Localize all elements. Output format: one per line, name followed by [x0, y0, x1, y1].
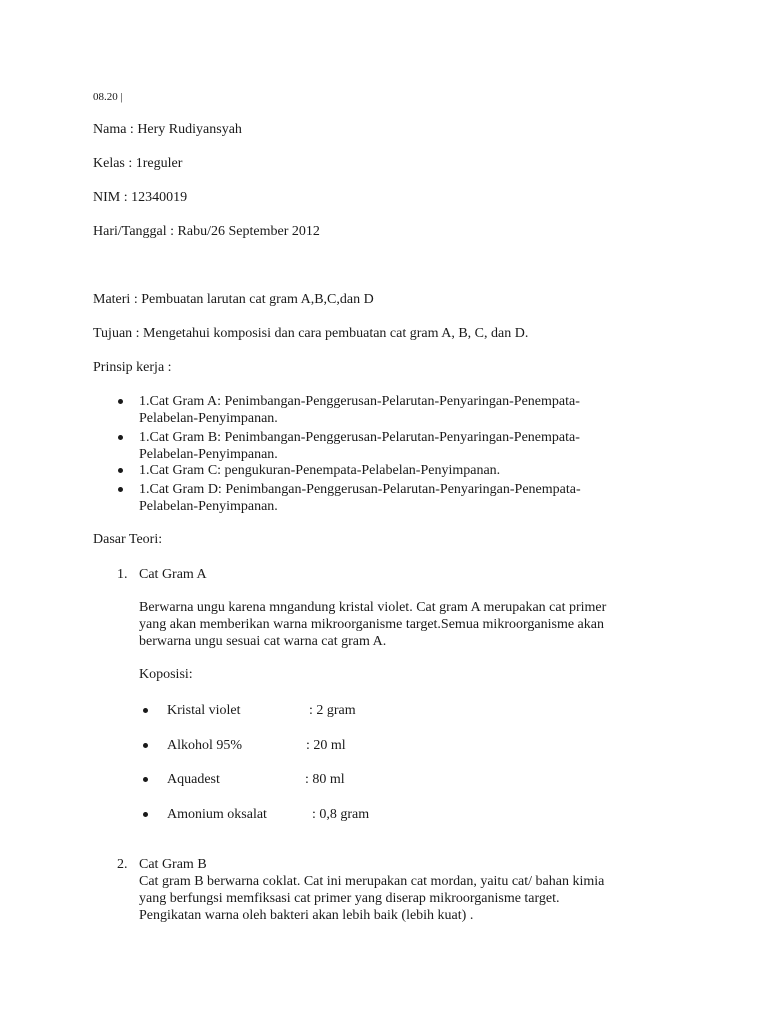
tujuan-line: Tujuan : Mengetahui komposisi dan cara pembuatan cat gram A, B, C, dan D. [93, 326, 529, 341]
komposisi-label: Koposisi: [139, 667, 193, 682]
nim-line: NIM : 12340019 [93, 190, 188, 205]
materi-line: Materi : Pembuatan larutan cat gram A,B,C,dan D [93, 292, 374, 307]
list-item-line: 1.Cat Gram D: Penimbangan-Penggerusan-Pelarutan-Penyaringan-Penempata- [139, 482, 581, 497]
section-title: Cat Gram A [139, 567, 207, 582]
paragraph-line: berwarna ungu sesuai cat warna cat gram A. [139, 634, 387, 649]
list-item-line: 1.Cat Gram B: Penimbangan-Penggerusan-Pelarutan-Penyaringan-Penempata- [139, 430, 580, 445]
ingredient-name: Aquadest [167, 772, 220, 787]
bullet-icon [118, 399, 123, 404]
paragraph-line: yang berfungsi memfiksasi cat primer yang diserap mikroorganisme target. [139, 891, 560, 906]
dasar-heading: Dasar Teori: [93, 532, 163, 547]
ingredient-value: : 80 ml [305, 772, 345, 787]
ingredient-name: Alkohol 95% [167, 738, 243, 753]
bullet-icon [143, 812, 148, 817]
list-item-line: Pelabelan-Penyimpanan. [139, 411, 278, 426]
section-number: 2. [117, 857, 128, 872]
bullet-icon [118, 487, 123, 492]
ingredient-name: Amonium oksalat [167, 807, 267, 822]
list-item-line: 1.Cat Gram C: pengukuran-Penempata-Pelabelan-Penyimpanan. [139, 463, 501, 478]
list-item-line: Pelabelan-Penyimpanan. [139, 447, 278, 462]
bullet-icon [118, 468, 123, 473]
ingredient-value: : 0,8 gram [312, 807, 370, 822]
kelas-line: Kelas : 1reguler [93, 156, 183, 171]
bullet-icon [118, 435, 123, 440]
list-item-line: 1.Cat Gram A: Penimbangan-Penggerusan-Pelarutan-Penyaringan-Penempata- [139, 394, 580, 409]
paragraph-line: Cat gram B berwarna coklat. Cat ini merupakan cat mordan, yaitu cat/ bahan kimia [139, 874, 605, 889]
ingredient-value: : 20 ml [306, 738, 346, 753]
ingredient-value: : 2 gram [309, 703, 356, 718]
ingredient-name: Kristal violet [167, 703, 241, 718]
section-title: Cat Gram B [139, 857, 207, 872]
nama-line: Nama : Hery Rudiyansyah [93, 122, 242, 137]
bullet-icon [143, 777, 148, 782]
bullet-icon [143, 708, 148, 713]
bullet-icon [143, 743, 148, 748]
paragraph-line: Pengikatan warna oleh bakteri akan lebih baik (lebih kuat) . [139, 908, 474, 923]
list-item-line: Pelabelan-Penyimpanan. [139, 499, 278, 514]
time-stamp: 08.20 | [93, 91, 123, 103]
paragraph-line: Berwarna ungu karena mngandung kristal violet. Cat gram A merupakan cat primer [139, 600, 607, 615]
tanggal-line: Hari/Tanggal : Rabu/26 September 2012 [93, 224, 320, 239]
prinsip-heading: Prinsip kerja : [93, 360, 172, 375]
paragraph-line: yang akan memberikan warna mikroorganisme target.Semua mikroorganisme akan [139, 617, 604, 632]
section-number: 1. [117, 567, 128, 582]
